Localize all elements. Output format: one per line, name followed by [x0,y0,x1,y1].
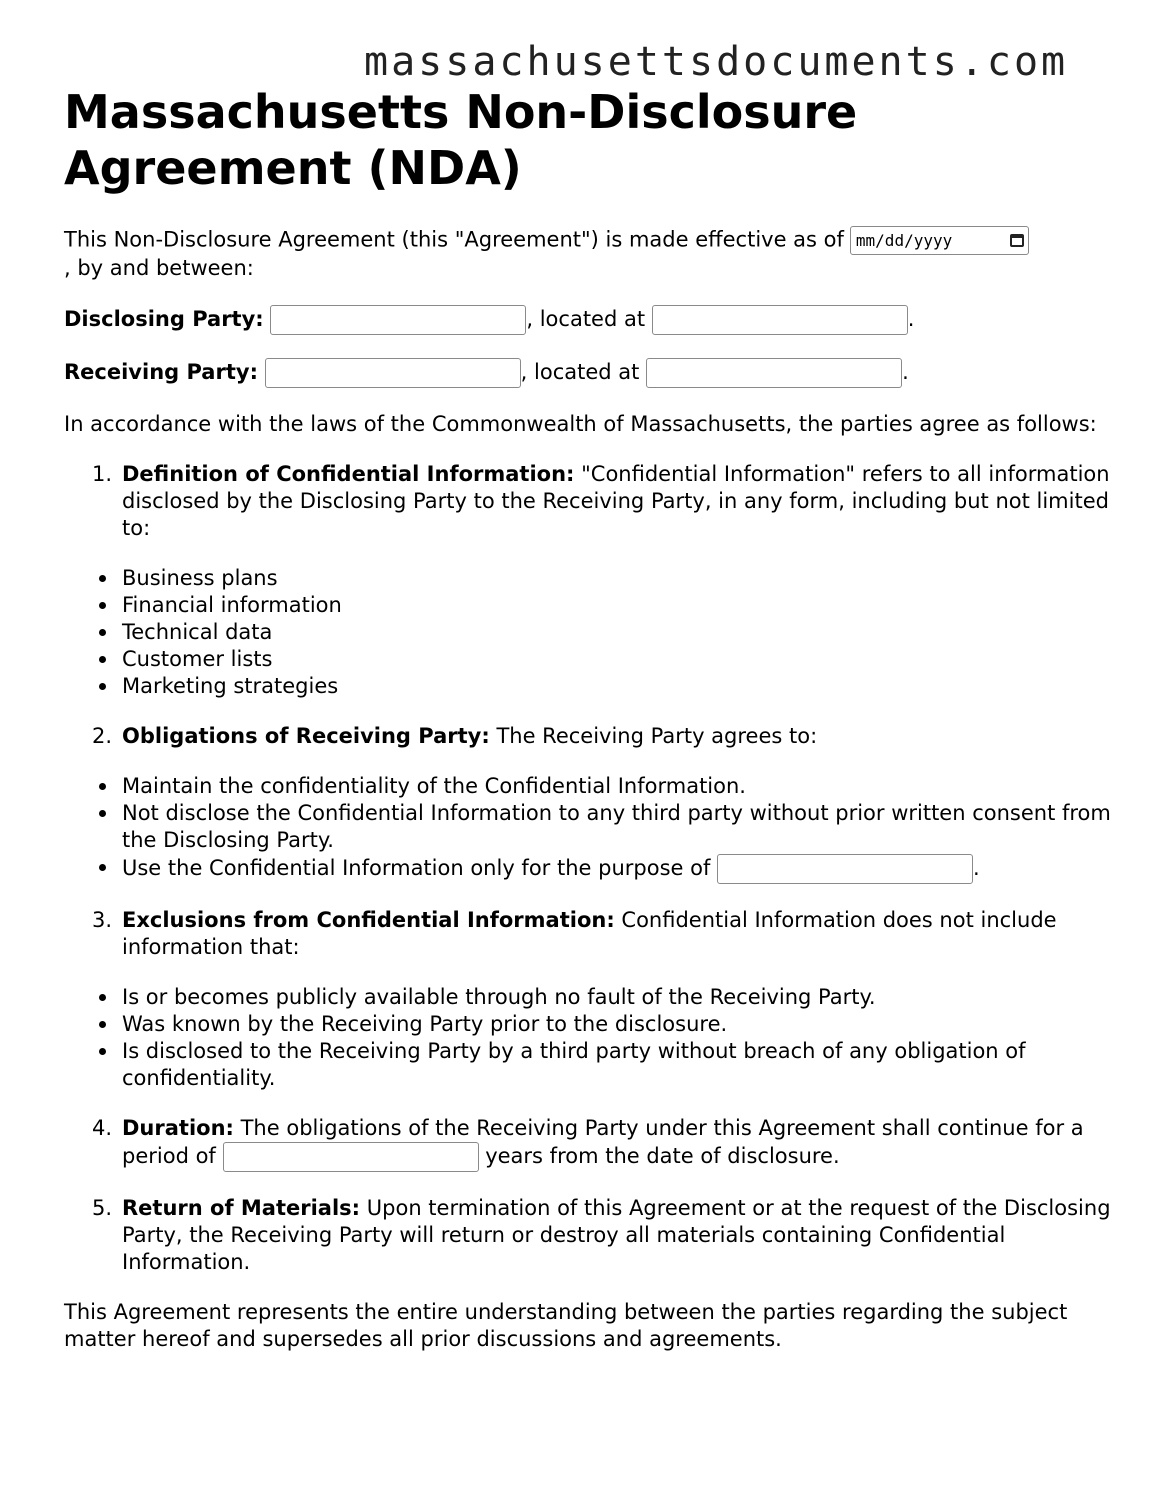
list-item: Technical data [122,619,1114,646]
disclosing-party-label: Disclosing Party: [64,307,264,331]
disclosing-party-address-input[interactable] [652,305,908,335]
list-item: Marketing strategies [122,673,1114,700]
duration-years-input[interactable] [223,1142,479,1172]
receiving-party-name-input[interactable] [265,358,521,388]
section-heading: Duration: [122,1116,234,1140]
definition-list [122,565,1114,700]
intro-paragraph [64,226,1114,282]
closing-paragraph: This Agreement represents the entire understanding between the parties regarding the subject matter hereof and supersedes all prior discussions and agreements. [64,1300,1068,1351]
document-body [64,84,1114,1376]
section-text-after: years from the date of disclosure. [485,1144,840,1168]
period: . [973,856,980,880]
section-text: Confidential Information does not include information that: [122,908,1057,959]
purpose-text: Use the Confidential Information only for the purpose of [122,856,711,880]
section-heading: Return of Materials: [122,1196,361,1220]
section-text: The Receiving Party agrees to: [496,724,818,748]
receiving-party-address-input[interactable] [646,358,902,388]
list-item: Is or becomes publicly available through no fault of the Receiving Party. [122,984,1114,1011]
section-text: "Confidential Information" refers to all information disclosed by the Disclosing Party to the Receiving Party, in any form, including but not limited to: [122,462,1110,540]
disclosing-party-name-input[interactable] [270,305,526,335]
date-placeholder: mm/dd/yyyy [855,231,953,250]
sections-list [64,461,1114,1276]
calendar-icon[interactable] [1010,234,1024,247]
exclusions-list [122,984,1114,1092]
list-item: Not disclose the Confidential Information to any third party without prior written consent from the Disclosing Party. [122,800,1114,854]
section-text: The obligations of the Receiving Party under this Agreement shall continue for a period of [122,1116,1084,1168]
list-item: Was known by the Receiving Party prior to the disclosure. [122,1011,1114,1038]
section-heading: Obligations of Receiving Party: [122,724,490,748]
list-item: Financial information [122,592,1114,619]
intro-text-after: , by and between: [64,256,254,280]
period: . [902,360,909,384]
located-at-text: , located at [526,307,646,331]
period: . [907,307,915,331]
obligations-list [122,773,1114,884]
list-item: Is disclosed to the Receiving Party by a third party without breach of any obligation of confidentiality. [122,1038,1114,1092]
receiving-party-line [64,358,1114,388]
section-return-materials [122,1195,1114,1276]
site-watermark: massachusettsdocuments.com [364,39,1069,85]
list-item: Maintain the confidentiality of the Confidential Information. [122,773,1114,800]
list-item: Business plans [122,565,1114,592]
page-title: Massachusetts Non-Disclosure Agreement (NDA) [64,85,858,195]
section-exclusions [122,907,1114,1092]
receiving-party-label: Receiving Party: [64,360,258,384]
purpose-input[interactable] [717,854,973,884]
list-item: Customer lists [122,646,1114,673]
list-item [122,854,1114,884]
section-obligations [122,723,1114,884]
section-definition [122,461,1114,700]
section-text: Upon termination of this Agreement or at the request of the Disclosing Party, the Receiving Party will return or destroy all materials containing Confidential Information. [122,1196,1111,1274]
section-duration [122,1115,1114,1172]
intro-text: This Non-Disclosure Agreement (this "Agreement") is made effective as of [64,227,844,252]
accordance-paragraph: In accordance with the laws of the Commonwealth of Massachusetts, the parties agree as follows: [64,412,1097,436]
effective-date-input[interactable] [850,226,1029,255]
disclosing-party-line [64,305,1114,335]
section-heading: Definition of Confidential Information: [122,462,575,486]
section-heading: Exclusions from Confidential Information: [122,908,615,932]
located-at-text: , located at [520,360,640,384]
